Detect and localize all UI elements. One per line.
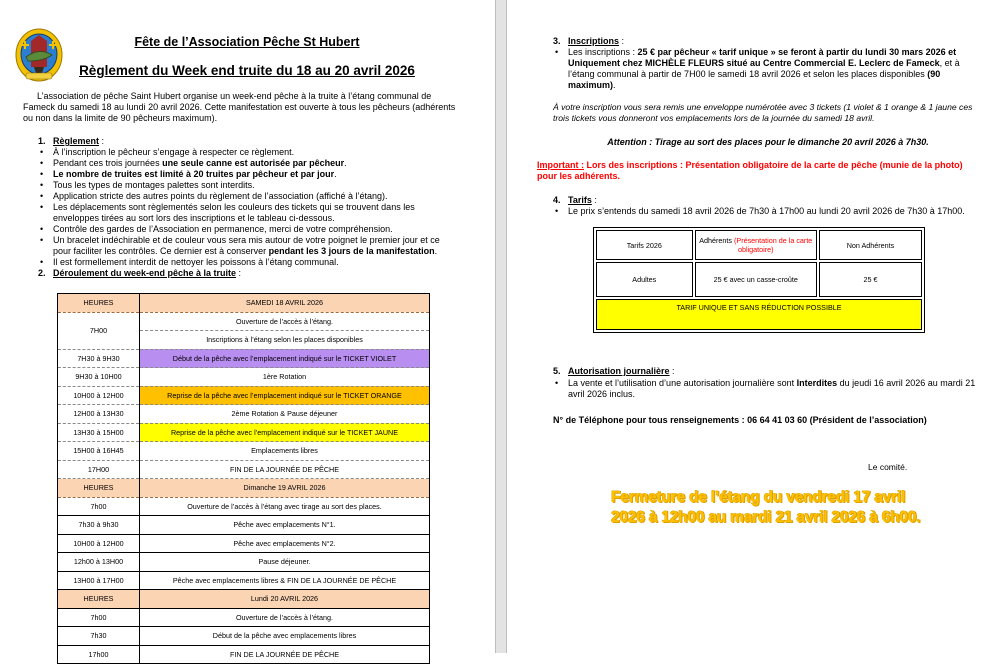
schedule-table <box>57 293 430 664</box>
activity-cell: Début de la pêche avec emplacements libres <box>140 627 430 646</box>
activity-cell: Ouverture de l’accès à l’étang avec tirage au sort des places. <box>140 497 430 516</box>
tarifs-list <box>553 206 993 217</box>
tickets-note: À votre inscription vous sera remis une enveloppe numérotée avec 3 tickets (1 violet & 1 orange & 1 jaune ces trois tickets vous donneront vos emplacements lors de la journée du samedi 18 avril. <box>553 102 973 123</box>
list-item-text: Le prix s’entends du samedi 18 avril 2026 de 7h30 à 17h00 au lundi 20 avril 2026 de 7h30 à 17h00. <box>568 206 965 216</box>
header-cell-time: HEURES <box>58 479 140 498</box>
section-label: Autorisation journalière <box>568 366 670 376</box>
section-colon: : <box>99 136 105 146</box>
intro-paragraph: L’association de pêche Saint Hubert organise un week-end pêche à la truite à l’étang communal de Fameck du samedi 18 au lundi 20 avril 2026. Cette manifestation est ouverte à tous les pêcheurs (adhérents ou non dans la limite de 90 pêcheurs maximum). <box>23 91 456 123</box>
list-item-bold: Le nombre de truites est limité à 20 truites par pêcheur et par jour <box>53 169 335 179</box>
list-item-text: Il est formellement interdit de nettoyer les poissons à l’étang communal. <box>53 257 339 267</box>
time-cell: 7H00 <box>58 312 140 349</box>
list-item <box>38 180 458 191</box>
table-row <box>58 368 430 387</box>
table-row <box>58 645 430 664</box>
section-number: 2. <box>38 268 46 278</box>
time-cell: 15H00 à 16H45 <box>58 442 140 461</box>
activity-cell-orange-ticket: Reprise de la pêche avec l’emplacement indiqué sur le TICKET ORANGE <box>140 386 430 405</box>
activity-cell: Ouverture de l’accès à l’étang. <box>140 608 430 627</box>
time-cell: 7h00 <box>58 608 140 627</box>
closure-notice: Fermeture de l’étang du vendredi 17 avril 2026 à 12h00 au mardi 21 avril 2026 à 6h00. <box>611 489 921 526</box>
time-cell: 10H00 à 12H00 <box>58 386 140 405</box>
header-cell-day: SAMEDI 18 AVRIL 2026 <box>140 294 430 313</box>
document-page-2 <box>507 0 1002 653</box>
list-item-text: . <box>334 169 337 179</box>
important-label: Important : <box>537 160 584 170</box>
list-item-text: Application stricte des autres points du règlement de l’association (affiché à l’étang). <box>53 191 388 201</box>
document-page-1 <box>0 0 495 659</box>
section-colon: : <box>619 36 625 46</box>
activity-cell: Emplacements libres <box>140 442 430 461</box>
important-text: Lors des inscriptions : Présentation obligatoire de la carte de pêche (munie de la photo) pour les adhérents. <box>537 160 963 181</box>
activity-cell: Pause déjeuner. <box>140 553 430 572</box>
list-item-bold: 25 € par pêcheur « tarif unique » se feront à partir du lundi 30 mars 2026 et Uniquement chez MICHÈLE FLEURS situé au Centre Commercial E. Leclerc de Fameck <box>568 47 957 68</box>
section-heading-deroulement <box>38 268 241 278</box>
section-heading-reglement <box>38 136 104 146</box>
table-header-row <box>58 479 430 498</box>
time-cell: 12h00 à 13H00 <box>58 553 140 572</box>
inscriptions-list <box>553 47 985 91</box>
autorisation-list <box>553 378 983 400</box>
list-item-text: du jeudi 16 avril 2026 au mardi 21 avril 2026 inclus. <box>568 378 976 399</box>
section-colon: : <box>591 195 597 205</box>
section-heading-tarifs <box>553 195 597 205</box>
list-item-text: . <box>434 246 438 256</box>
list-item <box>38 147 458 158</box>
activity-cell: 1ère Rotation <box>140 368 430 387</box>
header-cell-time: HEURES <box>58 590 140 609</box>
activity-cell-violet-ticket: Début de la pêche avec l’emplacement indiqué sur le TICKET VIOLET <box>140 349 430 368</box>
time-cell: 17h00 <box>58 645 140 664</box>
list-item-text: À l’inscription le pêcheur s’engage à respecter ce règlement. <box>53 147 295 157</box>
list-item-text: Contrôle des gardes de l’Association en permanence, merci de votre compréhension. <box>53 224 393 234</box>
table-row <box>58 627 430 646</box>
time-cell: 7h30 <box>58 627 140 646</box>
list-item-text: Les inscriptions : <box>568 47 638 57</box>
list-item-text: Tous les types de montages palettes sont interdits. <box>53 180 255 190</box>
table-cell: 25 € <box>819 262 922 297</box>
activity-cell: Ouverture de l’accès à l’étang. <box>140 312 430 331</box>
activity-cell: 2ème Rotation & Pause déjeuner <box>140 405 430 424</box>
list-item <box>38 169 458 180</box>
section-heading-inscriptions <box>553 36 624 46</box>
section-label: Règlement <box>53 136 100 146</box>
table-row <box>596 299 922 330</box>
important-notice <box>537 160 977 182</box>
list-item-text: . <box>344 158 347 168</box>
list-item-bold: (90 maximum) <box>568 69 941 90</box>
table-cell: 25 € avec un casse-croûte <box>695 262 817 297</box>
activity-cell: Pêche avec emplacements libres & FIN DE LA JOURNÉE DE PÊCHE <box>140 571 430 590</box>
activity-cell: Pêche avec emplacements N°1. <box>140 516 430 535</box>
section-number: 3. <box>553 36 561 46</box>
time-cell: 13H00 à 17H00 <box>58 571 140 590</box>
time-cell: 7h00 <box>58 497 140 516</box>
tarif-unique-banner: TARIF UNIQUE ET SANS RÉDUCTION POSSIBLE <box>596 299 922 330</box>
activity-cell: FIN DE LA JOURNÉE DE PÊCHE <box>140 645 430 664</box>
list-item <box>38 224 458 235</box>
table-row <box>58 423 430 442</box>
table-header-row <box>58 294 430 313</box>
section-colon: : <box>669 366 675 376</box>
list-item-bold: pendant les 3 jours de la manifestation <box>268 246 435 256</box>
activity-cell-yellow-ticket: Reprise de la pêche avec l’emplacement indiqué sur le TICKET JAUNE <box>140 423 430 442</box>
time-cell: 13H30 à 15H00 <box>58 423 140 442</box>
section-number: 5. <box>553 366 561 376</box>
table-row <box>58 608 430 627</box>
page-separator <box>495 0 507 653</box>
table-row <box>58 534 430 553</box>
list-item-text: Les déplacements sont règlementés selon les couleurs des tickets qui se trouvent dans les enveloppes tirées au sort lors des inscriptions et le tableau ci-dessous. <box>53 202 415 223</box>
header-cell-day: Dimanche 19 AVRIL 2026 <box>140 479 430 498</box>
tarifs-table <box>593 227 925 333</box>
attention-notice: Attention : Tirage au sort des places pour le dimanche 20 avril 2026 à 7h30. <box>607 137 929 147</box>
header-cell: Tarifs 2026 <box>596 230 693 260</box>
table-row <box>58 571 430 590</box>
header-cell <box>695 230 817 260</box>
list-item-text: , et à l’étang communal à partir de 7H00 le samedi 18 avril 2026 et selon les places disponibles <box>568 58 960 79</box>
table-row <box>58 553 430 572</box>
time-cell: 10H00 à 12H00 <box>58 534 140 553</box>
header-cell: Non Adhérents <box>819 230 922 260</box>
list-item-text: Pendant ces trois journées <box>53 158 163 168</box>
list-item <box>553 378 983 400</box>
activity-cell: FIN DE LA JOURNÉE DE PÊCHE <box>140 460 430 479</box>
time-cell: 17H00 <box>58 460 140 479</box>
list-item-text: Un bracelet indéchirable et de couleur vous sera mis autour de votre poignet le premier jour et ce pour faciliter les contrôles. Ce dernier est à conserver <box>53 235 440 256</box>
document-title: Fête de l’Association Pêche St Hubert <box>134 35 360 49</box>
list-item-text: La vente et l’utilisation d’une autorisation journalière sont <box>568 378 797 388</box>
list-item-bold: une seule canne est autorisée par pêcheur <box>162 158 345 168</box>
section-heading-autorisation <box>553 366 675 376</box>
header-cell-time: HEURES <box>58 294 140 313</box>
contact-phone: N° de Téléphone pour tous renseignements : 06 64 41 03 60 (Président de l’association) <box>553 415 927 425</box>
table-row <box>58 349 430 368</box>
table-row <box>58 442 430 461</box>
section-colon: : <box>236 268 242 278</box>
list-item <box>553 206 993 217</box>
table-row <box>58 497 430 516</box>
table-header-row <box>58 590 430 609</box>
activity-cell: Inscriptions à l’étang selon les places disponibles <box>140 331 430 350</box>
table-row <box>58 460 430 479</box>
section-label: Déroulement du week-end pêche à la truite <box>53 268 237 278</box>
section-number: 4. <box>553 195 561 205</box>
time-cell: 12H00 à 13H30 <box>58 405 140 424</box>
table-header-row <box>596 230 922 260</box>
reglement-list <box>38 147 458 268</box>
list-item <box>38 158 458 169</box>
list-item <box>38 191 458 202</box>
section-number: 1. <box>38 136 46 146</box>
section-label: Inscriptions <box>568 36 620 46</box>
table-cell: Adultes <box>596 262 693 297</box>
header-cell-text: Adhérents <box>699 236 734 245</box>
header-cell-note: (Présentation de la carte obligatoire) <box>734 236 813 254</box>
table-row <box>58 405 430 424</box>
section-label: Tarifs <box>568 195 592 205</box>
list-item-text: . <box>613 80 616 90</box>
table-row <box>58 312 430 331</box>
signature: Le comité. <box>868 462 908 472</box>
list-item <box>38 235 458 257</box>
time-cell: 7H30 à 9H30 <box>58 349 140 368</box>
table-row <box>58 386 430 405</box>
list-item-bold: Interdites <box>796 378 838 388</box>
association-crest-logo <box>14 27 64 83</box>
time-cell: 7h30 à 9h30 <box>58 516 140 535</box>
list-item <box>553 47 985 91</box>
list-item <box>38 202 458 224</box>
table-row <box>596 262 922 297</box>
activity-cell: Pêche avec emplacements N°2. <box>140 534 430 553</box>
document-subtitle: Règlement du Week end truite du 18 au 20 avril 2026 <box>79 63 415 78</box>
header-cell-day: Lundi 20 AVRIL 2026 <box>140 590 430 609</box>
time-cell: 9H30 à 10H00 <box>58 368 140 387</box>
list-item <box>38 257 458 268</box>
table-row <box>58 516 430 535</box>
